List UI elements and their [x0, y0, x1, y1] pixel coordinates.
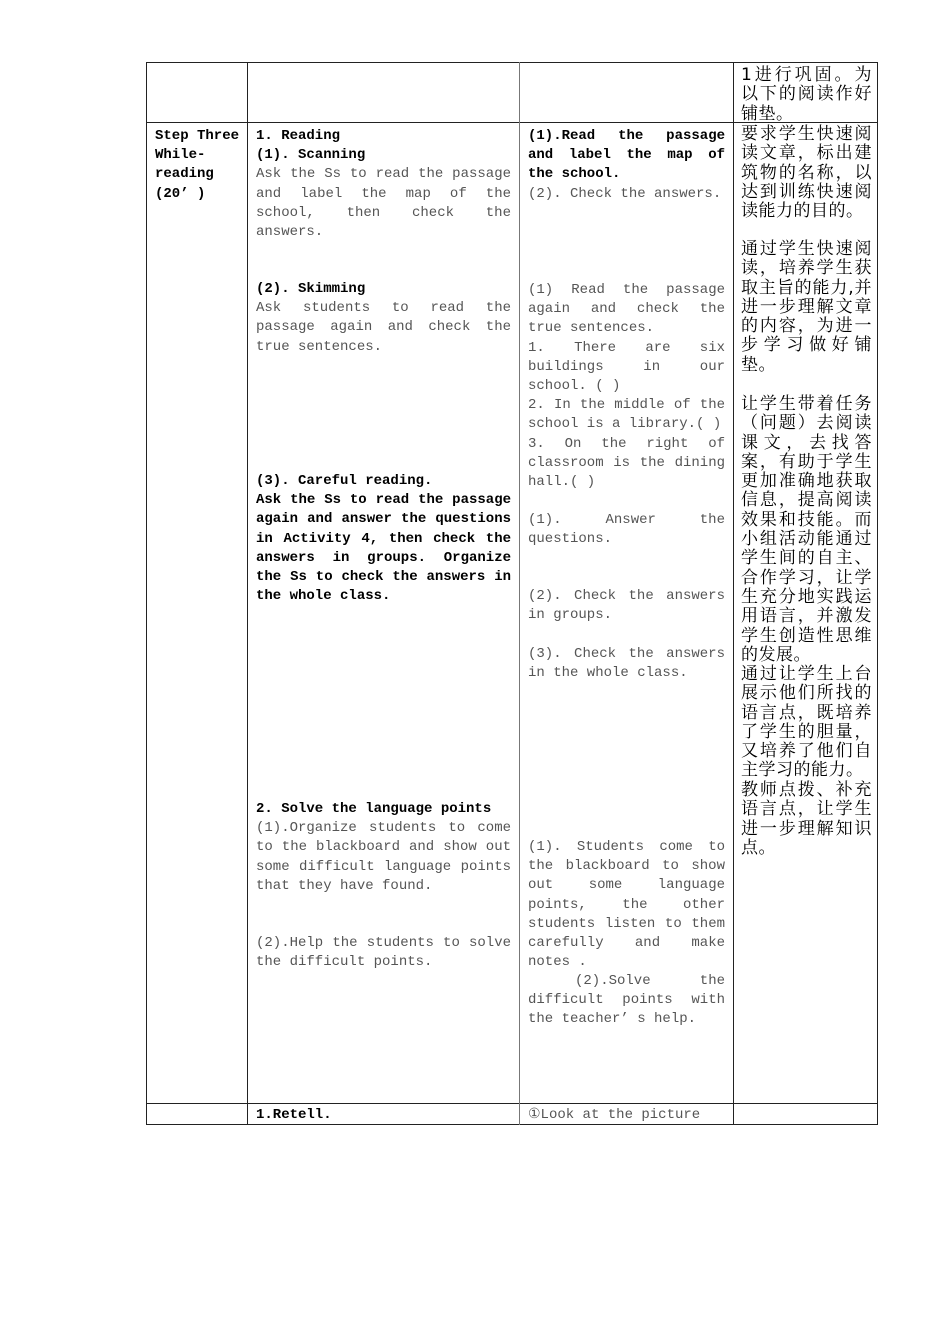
table-border	[733, 62, 734, 1125]
teacher-careful	[256, 472, 511, 606]
solve-title: 2. Solve the language points	[256, 801, 492, 817]
step-stage: While-	[155, 147, 206, 164]
table-border	[247, 62, 248, 1125]
teacher-skimming	[256, 280, 511, 357]
student-step-5: (2). Check the answers in groups.	[528, 588, 725, 624]
purpose-1: 要求学生快速阅读文章，标出建筑物的名称，以达到训练快速阅读能力的目的。	[741, 124, 872, 222]
student-step-7: (1). Students come to the blackboard to show out some language points, the other students listen to them carefully and make notes .	[528, 839, 725, 971]
table-border	[146, 62, 147, 1125]
true-false-1: 1. There are six buildings in our school. ( )	[528, 339, 725, 395]
step-duration: (20’ )	[155, 185, 206, 202]
step-cell	[155, 127, 245, 204]
careful-text: Ask the Ss to read the passage again and answer the questions in Activity 4, then check the answers in groups. Organize the Ss to check the answers in the whole class.	[256, 492, 511, 605]
solve-1: (1).Organize students to come to the blackboard and show out some difficult language points that they have found.	[256, 820, 511, 894]
step-name: Step Three	[155, 128, 240, 144]
true-false-2: 2. In the middle of the school is a library.( )	[528, 397, 725, 433]
purpose-5: 教师点拨、补充语言点，让学生进一步理解知识点。	[741, 780, 872, 858]
student-step-4: (1). Answer the questions.	[528, 512, 725, 548]
purpose-4: 通过让学生上台展示他们所找的语言点，既培养了学生的胆量，又培养了他们自主学习的能力。	[741, 664, 872, 781]
purpose-3: 让学生带着任务（问题）去阅读课文，去找答案，有助于学生更加准确地获取信息，提高阅读效果和技能。而小组活动能通过学生间的自主、合作学习，让学生充分地实践运用语言，并激发学生创造性思维的发展。	[741, 394, 872, 665]
student-step-1: (1).Read the passage and label the map of the school.	[528, 128, 725, 183]
student-step-3: (1) Read the passage again and check the true sentences.	[528, 282, 725, 337]
scanning-title: (1). Scanning	[256, 147, 366, 164]
careful-title: (3). Careful reading.	[256, 473, 433, 489]
retell-title: 1.Retell.	[256, 1107, 332, 1123]
students-scanning	[528, 127, 725, 204]
reading-title: 1. Reading	[256, 128, 341, 144]
table-border	[877, 62, 878, 1125]
purpose-row1: 1进行巩固。为以下的阅读作好铺垫。	[741, 65, 872, 124]
table-border	[146, 62, 878, 63]
table-border	[146, 1103, 878, 1104]
step-stage-2: reading	[155, 166, 214, 183]
scanning-text: Ask the Ss to read the passage and label the map of the school, then check the answers.	[256, 166, 511, 241]
students-skimming	[528, 281, 725, 492]
teacher-solve	[256, 800, 511, 896]
student-step-2: (2). Check the answers.	[528, 185, 722, 202]
table-border	[519, 62, 520, 1125]
student-step-6: (3). Check the answers in the whole class.	[528, 646, 725, 682]
skimming-text: Ask students to read the passage again and check the true sentences.	[256, 300, 511, 355]
teacher-reading	[256, 127, 511, 242]
true-false-3: 3. On the right of classroom is the dining hall.( )	[528, 435, 725, 491]
skimming-title: (2). Skimming	[256, 281, 366, 297]
purpose-2: 通过学生快速阅读，培养学生获取主旨的能力,并进一步理解文章的内容，为进一步学习做好铺垫。	[741, 239, 872, 375]
student-step-8: (2).Solve the difficult points with the teacher’ s help.	[528, 973, 725, 1028]
retell-student: ①Look at the picture	[528, 1107, 701, 1123]
solve-2: (2).Help the students to solve the difficult points.	[256, 935, 511, 971]
